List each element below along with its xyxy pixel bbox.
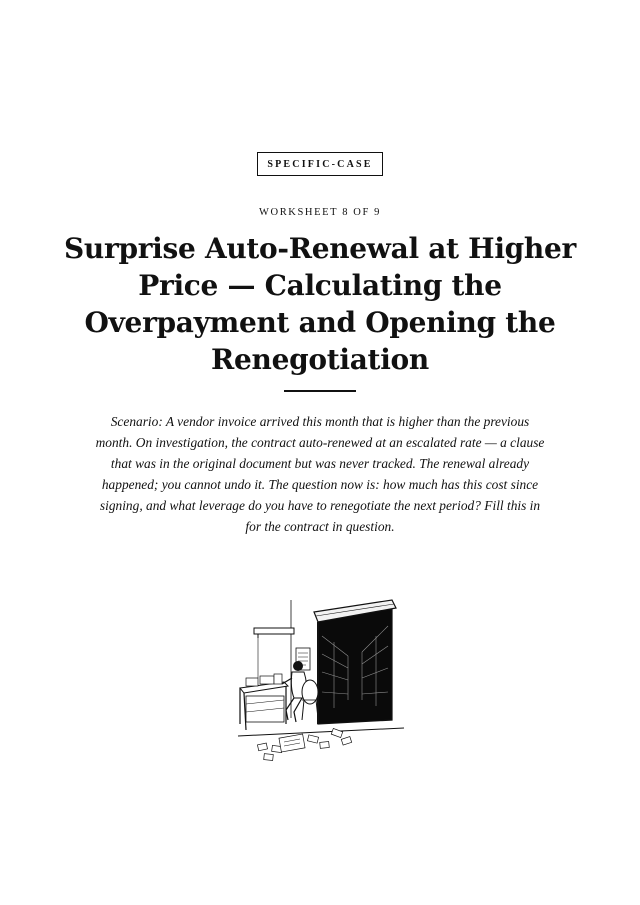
category-badge: [257, 152, 383, 176]
warehouse-office-illustration: [236, 596, 406, 766]
scenario-text: Scenario: A vendor invoice arrived this month that is higher than the previous month. On investigation, the contract auto-renewed at an escalated rate — a clause that was in the original document but was never tracked. The renewal already happened; you cannot undo it. The question now is: how much has this cost since signing, and what leverage do you have to renegotiate the next period? Fill this in for the contract in question.: [95, 414, 545, 534]
worksheet-counter: WORKSHEET 8 OF 9: [259, 207, 381, 218]
title-divider: [284, 390, 356, 392]
category-badge-label: SPECIFIC-CASE: [267, 158, 373, 170]
page-title: Surprise Auto-Renewal at Higher Price — Calculating the Overpayment and Opening the Renegotiation: [64, 232, 576, 376]
